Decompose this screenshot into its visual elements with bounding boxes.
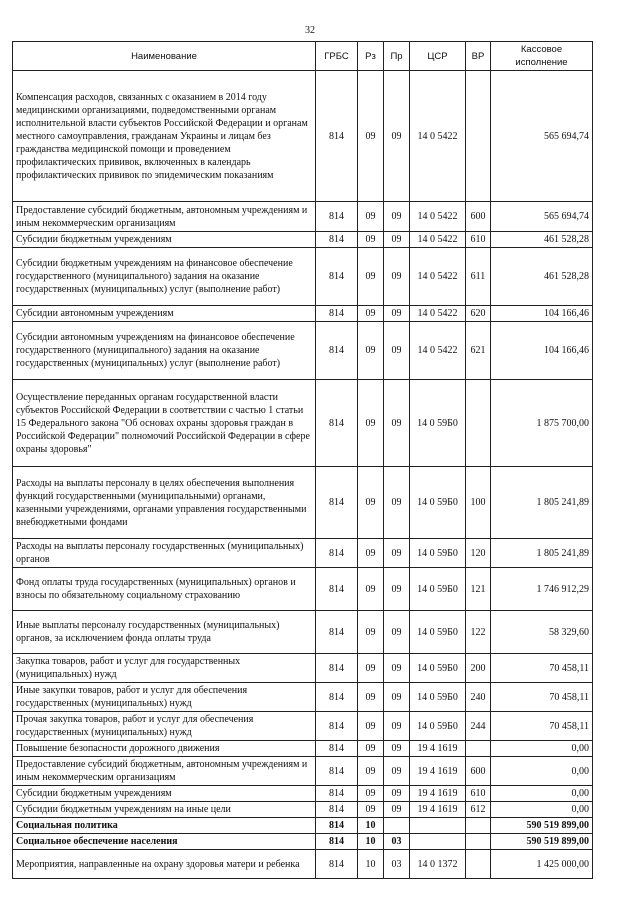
row-name: Субсидии бюджетным учреждениям [13, 232, 316, 248]
row-grbs: 814 [316, 539, 358, 568]
row-csr: 14 0 59Б0 [410, 380, 466, 467]
row-pr: 03 [384, 834, 410, 850]
row-csr: 14 0 59Б0 [410, 611, 466, 654]
row-vr: 200 [466, 654, 491, 683]
row-grbs: 814 [316, 248, 358, 306]
row-amount: 70 458,11 [491, 712, 593, 741]
table-row [13, 232, 593, 248]
row-vr: 620 [466, 306, 491, 322]
table-row [13, 712, 593, 741]
row-name: Мероприятия, направленные на охрану здоровья матери и ребенка [13, 850, 316, 879]
row-name: Повышение безопасности дорожного движения [13, 741, 316, 757]
row-pr: 09 [384, 786, 410, 802]
header-rz: Рз [358, 42, 384, 71]
row-name: Иные закупки товаров, работ и услуг для обеспечения государственных (муниципальных) нужд [13, 683, 316, 712]
row-amount: 590 519 899,00 [491, 834, 593, 850]
row-rz: 09 [358, 232, 384, 248]
row-name: Предоставление субсидий бюджетным, автономным учреждениям и иным некоммерческим организациям [13, 757, 316, 786]
row-csr: 14 0 5422 [410, 322, 466, 380]
row-pr: 03 [384, 850, 410, 879]
table-row [13, 654, 593, 683]
table-row [13, 467, 593, 539]
row-csr: 14 0 59Б0 [410, 683, 466, 712]
row-csr: 14 0 5422 [410, 306, 466, 322]
row-amount: 461 528,28 [491, 232, 593, 248]
row-csr: 14 0 5422 [410, 71, 466, 202]
row-grbs: 814 [316, 306, 358, 322]
header-name: Наименование [13, 42, 316, 71]
row-csr: 14 0 59Б0 [410, 712, 466, 741]
row-rz: 09 [358, 611, 384, 654]
row-csr: 19 4 1619 [410, 757, 466, 786]
row-csr: 14 0 5422 [410, 202, 466, 232]
row-pr: 09 [384, 654, 410, 683]
row-vr: 100 [466, 467, 491, 539]
table-row [13, 741, 593, 757]
row-grbs: 814 [316, 568, 358, 611]
row-name: Прочая закупка товаров, работ и услуг для обеспечения государственных (муниципальных) нужд [13, 712, 316, 741]
table-row [13, 611, 593, 654]
row-name: Субсидии автономным учреждениям на финансовое обеспечение государственного (муниципального) задания на оказание государственных (муниципальных) услуг (выполнение работ) [13, 322, 316, 380]
table-row [13, 322, 593, 380]
row-csr: 19 4 1619 [410, 802, 466, 818]
row-csr: 14 0 59Б0 [410, 654, 466, 683]
table-row [13, 802, 593, 818]
row-name: Субсидии бюджетным учреждениям на финансовое обеспечение государственного (муниципального) задания на оказание государственных (муниципальных) услуг (выполнение работ) [13, 248, 316, 306]
row-vr: 240 [466, 683, 491, 712]
table-row [13, 248, 593, 306]
row-name: Субсидии бюджетным учреждениям [13, 786, 316, 802]
table-row [13, 380, 593, 467]
row-rz: 09 [358, 71, 384, 202]
row-grbs: 814 [316, 850, 358, 879]
row-vr: 122 [466, 611, 491, 654]
table-header-row [13, 42, 593, 71]
table-row [13, 539, 593, 568]
row-amount: 58 329,60 [491, 611, 593, 654]
row-grbs: 814 [316, 712, 358, 741]
row-pr: 09 [384, 539, 410, 568]
row-name: Субсидии автономным учреждениям [13, 306, 316, 322]
row-vr: 600 [466, 202, 491, 232]
row-vr: 120 [466, 539, 491, 568]
row-vr: 121 [466, 568, 491, 611]
row-vr: 610 [466, 786, 491, 802]
row-grbs: 814 [316, 802, 358, 818]
header-pr: Пр [384, 42, 410, 71]
row-name: Расходы на выплаты персоналу государственных (муниципальных) органов [13, 539, 316, 568]
row-vr: 611 [466, 248, 491, 306]
row-amount: 1 425 000,00 [491, 850, 593, 879]
row-amount: 0,00 [491, 786, 593, 802]
row-amount: 0,00 [491, 741, 593, 757]
row-name: Компенсация расходов, связанных с оказанием в 2014 году медицинскими организациями, подведомственными органам исполнительной власти субъектов Российской Федерации и органам местного самоуправления, гражданам Украины и лицам без гражданства медицинской помощи и проведением профилактических прививок, включенных в календарь профилактических прививок по эпидемическим показаниям [13, 71, 316, 202]
row-amount: 70 458,11 [491, 654, 593, 683]
row-rz: 09 [358, 248, 384, 306]
row-vr: 612 [466, 802, 491, 818]
row-name: Предоставление субсидий бюджетным, автономным учреждениям и иным некоммерческим организациям [13, 202, 316, 232]
row-rz: 09 [358, 786, 384, 802]
row-vr [466, 850, 491, 879]
row-grbs: 814 [316, 834, 358, 850]
row-name: Расходы на выплаты персоналу в целях обеспечения выполнения функций государственными (муниципальными) органами, казенными учреждениями, органами управления государственными внебюджетными фондами [13, 467, 316, 539]
row-csr [410, 818, 466, 834]
row-vr: 621 [466, 322, 491, 380]
table-row [13, 306, 593, 322]
table-row [13, 850, 593, 879]
row-grbs: 814 [316, 380, 358, 467]
row-csr: 14 0 5422 [410, 248, 466, 306]
row-name: Фонд оплаты труда государственных (муниципальных) органов и взносы по обязательному социальному страхованию [13, 568, 316, 611]
table-row [13, 818, 593, 834]
header-csr: ЦСР [410, 42, 466, 71]
row-rz: 09 [358, 757, 384, 786]
header-amount: Кассовое исполнение [491, 42, 593, 71]
row-grbs: 814 [316, 71, 358, 202]
row-amount: 70 458,11 [491, 683, 593, 712]
row-name: Осуществление переданных органам государственной власти субъектов Российской Федерации в соответствии с частью 1 статьи 15 Федерального закона "Об основах охраны здоровья граждан в Российской Федерации" полномочий Российской Федерации в сфере охраны здоровья" [13, 380, 316, 467]
row-csr: 14 0 59Б0 [410, 467, 466, 539]
row-name: Иные выплаты персоналу государственных (муниципальных) органов, за исключением фонда оплаты труда [13, 611, 316, 654]
row-pr: 09 [384, 467, 410, 539]
table-row [13, 568, 593, 611]
row-csr: 14 0 1372 [410, 850, 466, 879]
row-grbs: 814 [316, 786, 358, 802]
row-rz: 09 [358, 467, 384, 539]
row-pr: 09 [384, 232, 410, 248]
row-vr: 600 [466, 757, 491, 786]
row-rz: 09 [358, 683, 384, 712]
row-pr: 09 [384, 712, 410, 741]
row-vr: 244 [466, 712, 491, 741]
row-pr: 09 [384, 611, 410, 654]
table-row [13, 71, 593, 202]
row-pr: 09 [384, 322, 410, 380]
row-vr [466, 71, 491, 202]
row-pr: 09 [384, 568, 410, 611]
header-grbs: ГРБС [316, 42, 358, 71]
row-rz: 10 [358, 834, 384, 850]
table-row [13, 202, 593, 232]
header-vr: ВР [466, 42, 491, 71]
row-pr: 09 [384, 757, 410, 786]
row-csr: 14 0 59Б0 [410, 539, 466, 568]
row-grbs: 814 [316, 611, 358, 654]
row-rz: 10 [358, 818, 384, 834]
row-grbs: 814 [316, 757, 358, 786]
row-rz: 09 [358, 539, 384, 568]
row-csr: 19 4 1619 [410, 786, 466, 802]
row-grbs: 814 [316, 322, 358, 380]
row-amount: 590 519 899,00 [491, 818, 593, 834]
row-pr: 09 [384, 202, 410, 232]
row-amount: 565 694,74 [491, 71, 593, 202]
row-grbs: 814 [316, 202, 358, 232]
row-rz: 09 [358, 802, 384, 818]
row-rz: 09 [358, 306, 384, 322]
row-rz: 09 [358, 712, 384, 741]
table-row [13, 683, 593, 712]
row-vr [466, 818, 491, 834]
row-vr [466, 741, 491, 757]
row-rz: 09 [358, 568, 384, 611]
table-row [13, 757, 593, 786]
row-rz: 10 [358, 850, 384, 879]
row-amount: 0,00 [491, 757, 593, 786]
row-pr: 09 [384, 71, 410, 202]
row-grbs: 814 [316, 683, 358, 712]
row-name: Социальная политика [13, 818, 316, 834]
row-csr: 14 0 59Б0 [410, 568, 466, 611]
row-pr: 09 [384, 683, 410, 712]
row-amount: 565 694,74 [491, 202, 593, 232]
row-vr [466, 834, 491, 850]
row-rz: 09 [358, 741, 384, 757]
row-name: Закупка товаров, работ и услуг для государственных (муниципальных) нужд [13, 654, 316, 683]
row-amount: 1 805 241,89 [491, 539, 593, 568]
row-amount: 0,00 [491, 802, 593, 818]
row-vr [466, 380, 491, 467]
row-pr: 09 [384, 802, 410, 818]
row-name: Субсидии бюджетным учреждениям на иные цели [13, 802, 316, 818]
row-grbs: 814 [316, 467, 358, 539]
row-amount: 1 805 241,89 [491, 467, 593, 539]
row-rz: 09 [358, 380, 384, 467]
row-grbs: 814 [316, 741, 358, 757]
row-amount: 104 166,46 [491, 322, 593, 380]
row-amount: 1 875 700,00 [491, 380, 593, 467]
page-number: 32 [305, 25, 315, 36]
row-pr: 09 [384, 306, 410, 322]
table-row [13, 834, 593, 850]
row-amount: 1 746 912,29 [491, 568, 593, 611]
row-grbs: 814 [316, 654, 358, 683]
budget-execution-table [12, 41, 593, 879]
row-pr [384, 818, 410, 834]
row-vr: 610 [466, 232, 491, 248]
row-rz: 09 [358, 654, 384, 683]
row-amount: 104 166,46 [491, 306, 593, 322]
row-name: Социальное обеспечение населения [13, 834, 316, 850]
row-csr [410, 834, 466, 850]
row-csr: 14 0 5422 [410, 232, 466, 248]
row-csr: 19 4 1619 [410, 741, 466, 757]
row-grbs: 814 [316, 232, 358, 248]
row-grbs: 814 [316, 818, 358, 834]
table-row [13, 786, 593, 802]
row-amount: 461 528,28 [491, 248, 593, 306]
row-rz: 09 [358, 322, 384, 380]
row-rz: 09 [358, 202, 384, 232]
row-pr: 09 [384, 380, 410, 467]
row-pr: 09 [384, 248, 410, 306]
row-pr: 09 [384, 741, 410, 757]
